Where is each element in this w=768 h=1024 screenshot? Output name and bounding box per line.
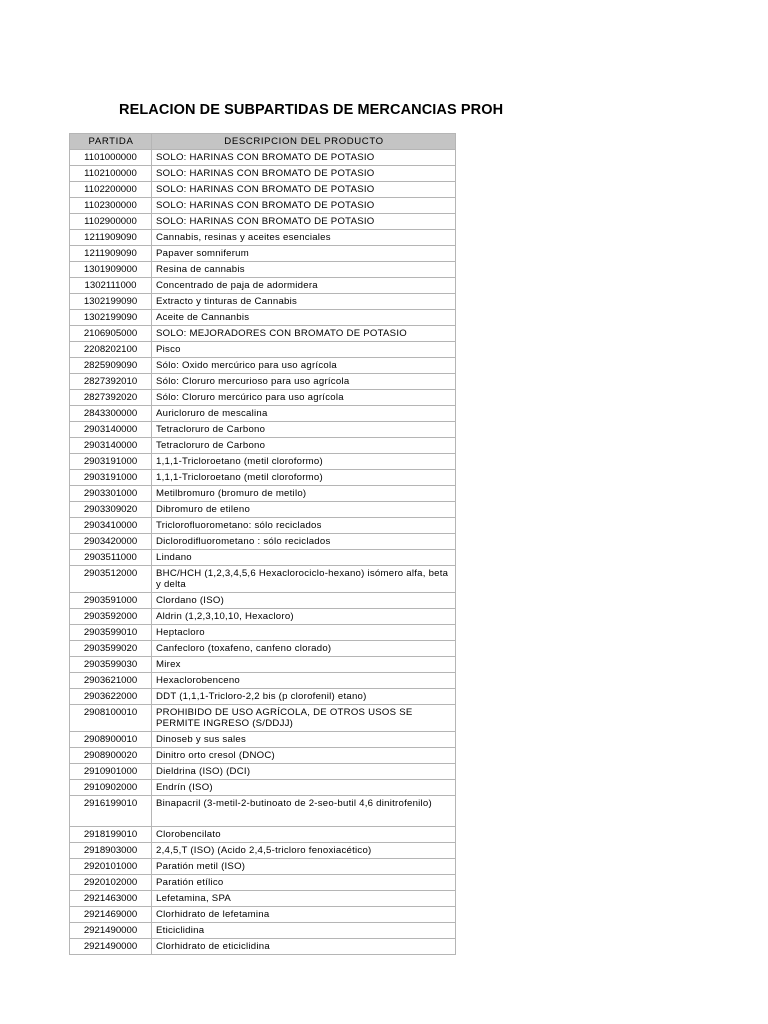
partida-cell: 1102100000 — [70, 166, 152, 182]
descripcion-cell: Binapacril (3-metil-2-butinoato de 2-seo-butil 4,6 dinitrofenilo) — [152, 796, 456, 827]
partida-cell: 2910901000 — [70, 764, 152, 780]
partida-cell: 2903301000 — [70, 486, 152, 502]
table-row — [70, 827, 456, 843]
descripcion-cell: Endrín (ISO) — [152, 780, 456, 796]
descripcion-cell: Sólo: Oxido mercúrico para uso agrícola — [152, 358, 456, 374]
table-row — [70, 534, 456, 550]
descripcion-cell: BHC/HCH (1,2,3,4,5,6 Hexaclorociclo-hexano) isómero alfa, beta y delta — [152, 566, 456, 593]
partida-cell: 1102300000 — [70, 198, 152, 214]
descripcion-cell: DDT (1,1,1-Tricloro-2,2 bis (p clorofenil) etano) — [152, 689, 456, 705]
table-row — [70, 374, 456, 390]
partida-cell: 2106905000 — [70, 326, 152, 342]
descripcion-cell: SOLO: HARINAS CON BROMATO DE POTASIO — [152, 214, 456, 230]
descripcion-cell: Clordano (ISO) — [152, 593, 456, 609]
descripcion-cell: 1,1,1-Tricloroetano (metil cloroformo) — [152, 470, 456, 486]
partida-cell: 2903309020 — [70, 502, 152, 518]
descripcion-cell: SOLO: HARINAS CON BROMATO DE POTASIO — [152, 182, 456, 198]
descripcion-cell: Sólo: Cloruro mercúrico para uso agrícola — [152, 390, 456, 406]
descripcion-cell: Dieldrina (ISO) (DCI) — [152, 764, 456, 780]
partida-cell: 1302111000 — [70, 278, 152, 294]
partida-cell: 2843300000 — [70, 406, 152, 422]
partida-cell: 2903622000 — [70, 689, 152, 705]
partida-cell: 2903191000 — [70, 454, 152, 470]
partida-cell: 2920101000 — [70, 859, 152, 875]
descripcion-cell: Concentrado de paja de adormidera — [152, 278, 456, 294]
table-row — [70, 732, 456, 748]
descripcion-cell: Paratión metil (ISO) — [152, 859, 456, 875]
partida-cell: 2908100010 — [70, 705, 152, 732]
descripcion-cell: Canfecloro (toxafeno, canfeno clorado) — [152, 641, 456, 657]
partida-cell: 1302199090 — [70, 310, 152, 326]
partida-cell: 2921490000 — [70, 939, 152, 955]
descripcion-cell: Heptacloro — [152, 625, 456, 641]
partida-cell: 2903591000 — [70, 593, 152, 609]
partida-cell: 2903140000 — [70, 438, 152, 454]
descripcion-cell: Triclorofluorometano: sólo reciclados — [152, 518, 456, 534]
table-row — [70, 214, 456, 230]
table-row — [70, 518, 456, 534]
table-row — [70, 843, 456, 859]
partida-cell: 1102200000 — [70, 182, 152, 198]
descripcion-cell: Metilbromuro (bromuro de metilo) — [152, 486, 456, 502]
descripcion-cell: Aceite de Cannanbis — [152, 310, 456, 326]
table-row — [70, 550, 456, 566]
partida-cell: 2903140000 — [70, 422, 152, 438]
partida-cell: 2921490000 — [70, 923, 152, 939]
descripcion-cell: Auricloruro de mescalina — [152, 406, 456, 422]
descripcion-cell: Hexaclorobenceno — [152, 673, 456, 689]
table-row — [70, 657, 456, 673]
table-row — [70, 566, 456, 593]
table-row — [70, 182, 456, 198]
descripcion-cell: 1,1,1-Tricloroetano (metil cloroformo) — [152, 454, 456, 470]
partida-cell: 1101000000 — [70, 150, 152, 166]
table-row — [70, 438, 456, 454]
table-row — [70, 262, 456, 278]
partida-cell: 2903420000 — [70, 534, 152, 550]
table-row — [70, 278, 456, 294]
descripcion-cell: Mirex — [152, 657, 456, 673]
partida-cell: 1211909090 — [70, 246, 152, 262]
table-row — [70, 907, 456, 923]
partida-cell: 2903592000 — [70, 609, 152, 625]
table-row — [70, 150, 456, 166]
descripcion-cell: Dinoseb y sus sales — [152, 732, 456, 748]
table-row — [70, 166, 456, 182]
column-header-partida: PARTIDA — [70, 134, 152, 150]
partida-cell: 2921463000 — [70, 891, 152, 907]
page-title: RELACION DE SUBPARTIDAS DE MERCANCIAS PROH — [119, 102, 504, 118]
descripcion-cell: 2,4,5,T (ISO) (Acido 2,4,5-tricloro fenoxiacético) — [152, 843, 456, 859]
partida-cell: 2903621000 — [70, 673, 152, 689]
partida-cell: 2903512000 — [70, 566, 152, 593]
partida-cell: 2920102000 — [70, 875, 152, 891]
partida-cell: 1302199090 — [70, 294, 152, 310]
table-row — [70, 358, 456, 374]
descripcion-cell: Lindano — [152, 550, 456, 566]
table-row — [70, 422, 456, 438]
table-row — [70, 390, 456, 406]
descripcion-cell: Dinitro orto cresol (DNOC) — [152, 748, 456, 764]
partida-cell: 2916199010 — [70, 796, 152, 827]
partida-cell: 2903410000 — [70, 518, 152, 534]
descripcion-cell: Paratión etílico — [152, 875, 456, 891]
descripcion-cell: SOLO: HARINAS CON BROMATO DE POTASIO — [152, 150, 456, 166]
descripcion-cell: Aldrin (1,2,3,10,10, Hexacloro) — [152, 609, 456, 625]
descripcion-cell: Clorobencilato — [152, 827, 456, 843]
descripcion-cell: SOLO: HARINAS CON BROMATO DE POTASIO — [152, 166, 456, 182]
partida-cell: 2903599020 — [70, 641, 152, 657]
table-row — [70, 641, 456, 657]
descripcion-cell: Cannabis, resinas y aceites esenciales — [152, 230, 456, 246]
table-row — [70, 470, 456, 486]
table-row — [70, 294, 456, 310]
table-row — [70, 486, 456, 502]
table-row — [70, 859, 456, 875]
partida-cell: 2827392010 — [70, 374, 152, 390]
descripcion-cell: Extracto y tinturas de Cannabis — [152, 294, 456, 310]
table-row — [70, 454, 456, 470]
table-row — [70, 748, 456, 764]
partida-cell: 1301909000 — [70, 262, 152, 278]
table-row — [70, 310, 456, 326]
descripcion-cell: Papaver somniferum — [152, 246, 456, 262]
partida-cell: 1211909090 — [70, 230, 152, 246]
table-row — [70, 246, 456, 262]
partida-cell: 2903191000 — [70, 470, 152, 486]
table-row — [70, 689, 456, 705]
partida-cell: 2910902000 — [70, 780, 152, 796]
descripcion-cell: Lefetamina, SPA — [152, 891, 456, 907]
descripcion-cell: Clorhidrato de lefetamina — [152, 907, 456, 923]
table-row — [70, 406, 456, 422]
partida-cell: 2921469000 — [70, 907, 152, 923]
partida-cell: 2908900010 — [70, 732, 152, 748]
partida-cell: 2903599030 — [70, 657, 152, 673]
descripcion-cell: SOLO: HARINAS CON BROMATO DE POTASIO — [152, 198, 456, 214]
table-header-row — [70, 134, 456, 150]
table-row — [70, 593, 456, 609]
table-row — [70, 764, 456, 780]
partida-cell: 2208202100 — [70, 342, 152, 358]
partida-cell: 2825909090 — [70, 358, 152, 374]
partida-cell: 2908900020 — [70, 748, 152, 764]
descripcion-cell: Dibromuro de etileno — [152, 502, 456, 518]
descripcion-cell: Diclorodifluorometano : sólo reciclados — [152, 534, 456, 550]
descripcion-cell: PROHIBIDO DE USO AGRÍCOLA, DE OTROS USOS SE PERMITE INGRESO (S/DDJJ) — [152, 705, 456, 732]
descripcion-cell: Pisco — [152, 342, 456, 358]
table-row — [70, 625, 456, 641]
descripcion-cell: Resina de cannabis — [152, 262, 456, 278]
descripcion-cell: Sólo: Cloruro mercurioso para uso agrícola — [152, 374, 456, 390]
partida-cell: 2827392020 — [70, 390, 152, 406]
partida-cell: 2903599010 — [70, 625, 152, 641]
table-row — [70, 796, 456, 827]
table-row — [70, 875, 456, 891]
descripcion-cell: Tetracloruro de Carbono — [152, 422, 456, 438]
descripcion-cell: Tetracloruro de Carbono — [152, 438, 456, 454]
partida-cell: 2903511000 — [70, 550, 152, 566]
table-row — [70, 609, 456, 625]
descripcion-cell: Eticiclidina — [152, 923, 456, 939]
table-row — [70, 939, 456, 955]
table-row — [70, 705, 456, 732]
column-header-descripcion: DESCRIPCION DEL PRODUCTO — [152, 134, 456, 150]
table-row — [70, 673, 456, 689]
partida-cell: 2918199010 — [70, 827, 152, 843]
partida-cell: 1102900000 — [70, 214, 152, 230]
descripcion-cell: SOLO: MEJORADORES CON BROMATO DE POTASIO — [152, 326, 456, 342]
table-row — [70, 891, 456, 907]
table-row — [70, 502, 456, 518]
table-row — [70, 923, 456, 939]
table-row — [70, 342, 456, 358]
table-row — [70, 230, 456, 246]
table-row — [70, 326, 456, 342]
descripcion-cell: Clorhidrato de eticiclidina — [152, 939, 456, 955]
table-row — [70, 780, 456, 796]
table-row — [70, 198, 456, 214]
partida-cell: 2918903000 — [70, 843, 152, 859]
subpartidas-table — [69, 133, 456, 955]
